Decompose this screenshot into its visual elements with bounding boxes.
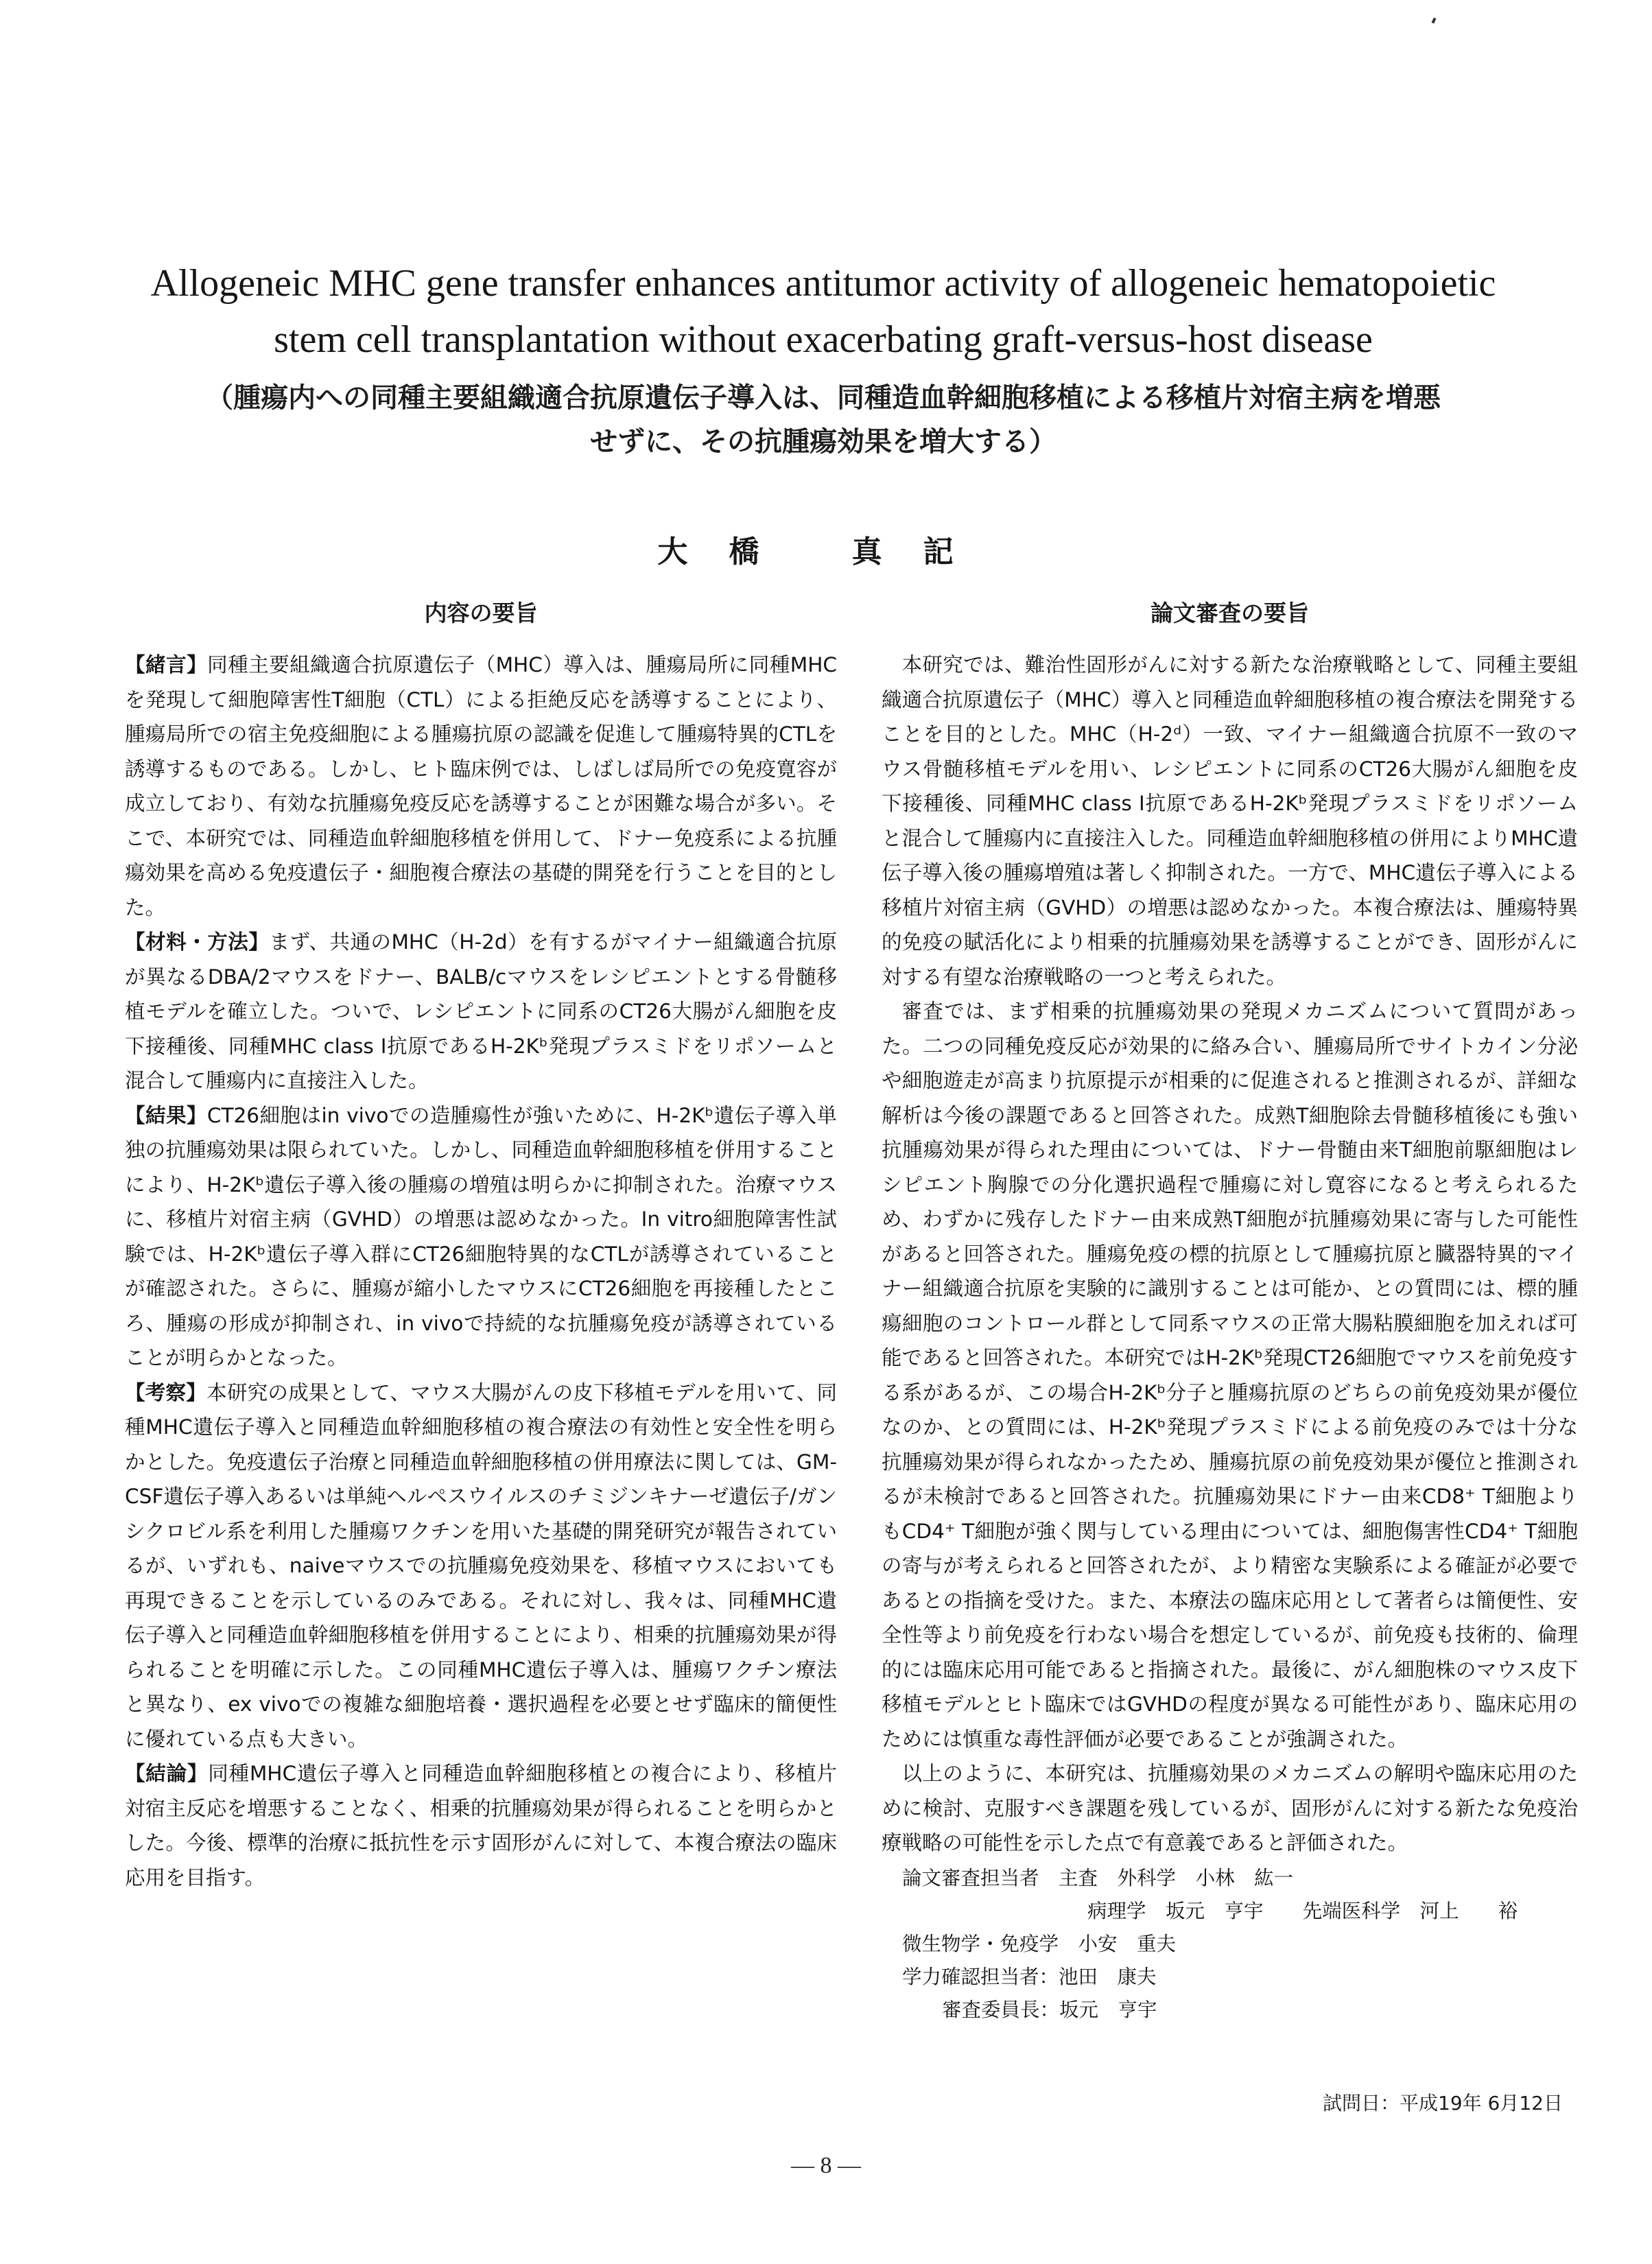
exam-date: 試問日：平成19年 6月12日 [1323,2092,1563,2114]
review-paragraph-3: 以上のように、本研究は、抗腫瘍効果のメカニズムの解明や臨床応用のために検討、克服すべき課題を残しているが、固形がんに対する新たな免疫治療戦略の可能性を示した点で有意義であると評価された。 [882,1762,1578,1854]
committee-name: 坂元 亨宇 [1059,1998,1157,2021]
review-column [882,648,1578,2027]
committee-name: 小林 紘一 [1195,1866,1294,1889]
title-english: Allogeneic MHC gene transfer enhances antitumor activity of allogeneic hematopoietic stem cell transplantation without exacerbating graft-versus-host disease [150,262,1496,361]
methods-paragraph [125,925,837,1098]
committee-dept: 外科学 [1117,1866,1177,1889]
committee-role: 学力確認担当者： [902,1965,1059,1988]
intro-label: 【緒言】 [125,653,208,676]
conclusion-text: 同種MHC遺伝子導入と同種造血幹細胞移植との複合により、移植片対宿主反応を増悪することなく、相乗的抗腫瘍効果が得られることを明らかとした。今後、標準的治療に抵抗性を示す固形がんに対して、本複合療法の臨床応用を目指す。 [125,1762,837,1889]
scan-speck [1431,18,1436,24]
methods-text: まず、共通のMHC（H-2d）を有するがマイナー組織適合抗原が異なるDBA/2マウスをドナー、BALB/cマウスをレシピエントとする骨髄移植モデルを確立した。ついで、レシピエントに同系のCT26大腸がん細胞を皮下接種後、同種MHC class Ⅰ抗原であるH-2Kᵇ発現プラスミドをリポソームと混合して腫瘍内に直接注入した。 [125,930,837,1092]
committee-dept: 先端医科学 [1302,1899,1401,1922]
committee-row-5 [882,1994,1578,2027]
results-text: CT26細胞はin vivoでの造腫瘍性が強いために、H-2Kᵇ遺伝子導入単独の抗腫瘍効果は限られていた。しかし、同種造血幹細胞移植を併用することにより、H-2Kᵇ遺伝子導入後の腫瘍の増殖は明らかに抑制された。治療マウスに、移植片対宿主病（GVHD）の増悪は認めなかった。In vitro細胞障害性試験では、H-2Kᵇ遺伝子導入群にCT26細胞特異的なCTLが誘導されていることが確認された。さらに、腫瘍が縮小したマウスにCT26細胞を再接種したところ、腫瘍の形成が抑制され、in vivoで持続的な抗腫瘍免疫が誘導されていることが明らかとなった。 [125,1103,837,1369]
committee-name: 小安 重夫 [1078,1932,1177,1955]
methods-label: 【材料・方法】 [125,930,270,954]
discussion-label: 【考察】 [125,1380,207,1404]
committee-role: 論文審査担当者 主査 [902,1866,1098,1889]
intro-text: 同種主要組織適合抗原遺伝子（MHC）導入は、腫瘍局所に同種MHCを発現して細胞障害性T細胞（CTL）による拒絶反応を誘導することにより、腫瘍局所での宿主免疫細胞による腫瘍抗原の認識を促進して腫瘍特異的CTLを誘導するものである。しかし、ヒト臨床例では、しばしば局所での免疫寛容が成立しており、有効な抗腫瘍免疫反応を誘導することが困難な場合が多い。そこで、本研究では、同種造血幹細胞移植を併用して、ドナー免疫系による抗腫瘍効果を高める免疫遺伝子・細胞複合療法の基礎的開発を行うことを目的とした。 [125,653,837,919]
conclusion-paragraph [125,1756,837,1895]
committee-row-4 [882,1961,1578,1994]
review-paragraph-2: 審査では、まず相乗的抗腫瘍効果の発現メカニズムについて質問があった。二つの同種免疫反応が効果的に絡み合い、腫瘍局所でサイトカイン分泌や細胞遊走が高まり抗原提示が相乗的に促進されると推測されるが、詳細な解析は今後の課題であると回答された。成熟T細胞除去骨髄移植後にも強い抗腫瘍効果が得られた理由については、ドナー骨髄由来T細胞前駆細胞はレシピエント胸腺での分化選択過程で腫瘍に対し寛容になると考えられるため、わずかに残存したドナー由来成熟T細胞が抗腫瘍効果に寄与した可能性があると回答された。腫瘍免疫の標的抗原として腫瘍抗原と臓器特異的マイナー組織適合抗原を実験的に識別することは可能か、との質問には、標的腫瘍細胞のコントロール群として同系マウスの正常大腸粘膜細胞を加えれば可能であると回答された。本研究ではH-2Kᵇ発現CT26細胞でマウスを前免疫する系があるが、この場合H-2Kᵇ分子と腫瘍抗原のどちらの前免疫効果が優位なのか、との質問には、H-2Kᵇ発現プラスミドによる前免疫のみでは十分な抗腫瘍効果が得られなかったため、腫瘍抗原の前免疫効果が優位と推測されるが未検討であると回答された。抗腫瘍効果にドナー由来CD8⁺ T細胞よりもCD4⁺ T細胞が強く関与している理由については、細胞傷害性CD4⁺ T細胞の寄与が考えられると回答されたが、より精密な実験系による確証が必要であるとの指摘を受けた。また、本療法の臨床応用として著者らは簡便性、安全性等より前免疫を行わない場合を想定しているが、前免疫も技術的、倫理的には臨床応用可能であると指摘された。最後に、がん細胞株のマウス皮下移植モデルとヒト臨床ではGVHDの程度が異なる可能性があり、臨床応用のためには慎重な毒性評価が必要であることが強調された。 [882,1000,1578,1751]
discussion-paragraph [125,1376,837,1757]
author-name: 大橋 真記 [657,534,995,569]
committee-dept: 微生物学・免疫学 [902,1932,1059,1955]
committee-name: 池田 康夫 [1059,1965,1157,1988]
left-column-heading: 内容の要旨 [424,600,538,626]
committee-row-2 [882,1895,1578,1928]
title-japanese: （腫瘍内への同種主要組織適合抗原遺伝子導入は、同種造血幹細胞移植による移植片対宿主病を増悪せずに、その抗腫瘍効果を増大する） [206,382,1441,458]
committee-dept: 病理学 [1087,1899,1146,1922]
intro-paragraph [125,648,837,925]
conclusion-label: 【結論】 [125,1762,209,1785]
discussion-text: 本研究の成果として、マウス大腸がんの皮下移植モデルを用いて、同種MHC遺伝子導入と同種造血幹細胞移植の複合療法の有効性と安全性を明らかとした。免疫遺伝子治療と同種造血幹細胞移植の併用療法に関しては、GM-CSF遺伝子導入あるいは単純ヘルペスウイルスのチミジンキナーゼ遺伝子/ガンシクロビル系を利用した腫瘍ワクチンを用いた基礎的開発研究が報告されているが、いずれも、naiveマウスでの抗腫瘍免疫効果を、移植マウスにおいても再現できることを示しているのみである。それに対し、我々は、同種MHC遺伝子導入と同種造血幹細胞移植を併用することにより、相乗的抗腫瘍効果が得られることを明確に示した。この同種MHC遺伝子導入は、腫瘍ワクチン療法と異なり、ex vivoでの複雑な細胞培養・選択過程を必要とせず臨床的簡便性に優れている点も大きい。 [125,1380,837,1751]
committee-row-3 [882,1928,1578,1961]
review-paragraph-1: 本研究では、難治性固形がんに対する新たな治療戦略として、同種主要組織適合抗原遺伝子（MHC）導入と同種造血幹細胞移植の複合療法を開発することを目的とした。MHC（H-2ᵈ）一致、マイナー組織適合抗原不一致のマウス骨髄移植モデルを用い、レシピエントに同系のCT26大腸がん細胞を皮下接種後、同種MHC class Ⅰ抗原であるH-2Kᵇ発現プラスミドをリポソームと混合して腫瘍内に直接注入した。同種造血幹細胞移植の併用によりMHC遺伝子導入後の腫瘍増殖は著しく抑制された。一方で、MHC遺伝子導入による移植片対宿主病（GVHD）の増悪は認めなかった。本複合療法は、腫瘍特異的免疫の賦活化により相乗的抗腫瘍効果を誘導することができ、固形がんに対する有望な治療戦略の一つと考えられた。 [882,653,1578,989]
results-paragraph [125,1098,837,1376]
results-label: 【結果】 [125,1103,207,1127]
page-number: — 8 — [791,2153,861,2178]
committee-name: 坂元 亨宇 [1166,1899,1264,1922]
committee-name: 河上 裕 [1419,1899,1518,1922]
abstract-column [125,648,837,1895]
committee-row-1 [882,1862,1578,1895]
committee-role: 審査委員長： [942,1998,1060,2021]
committee-list [882,1862,1578,2027]
right-column-heading: 論文審査の要旨 [1150,600,1309,626]
